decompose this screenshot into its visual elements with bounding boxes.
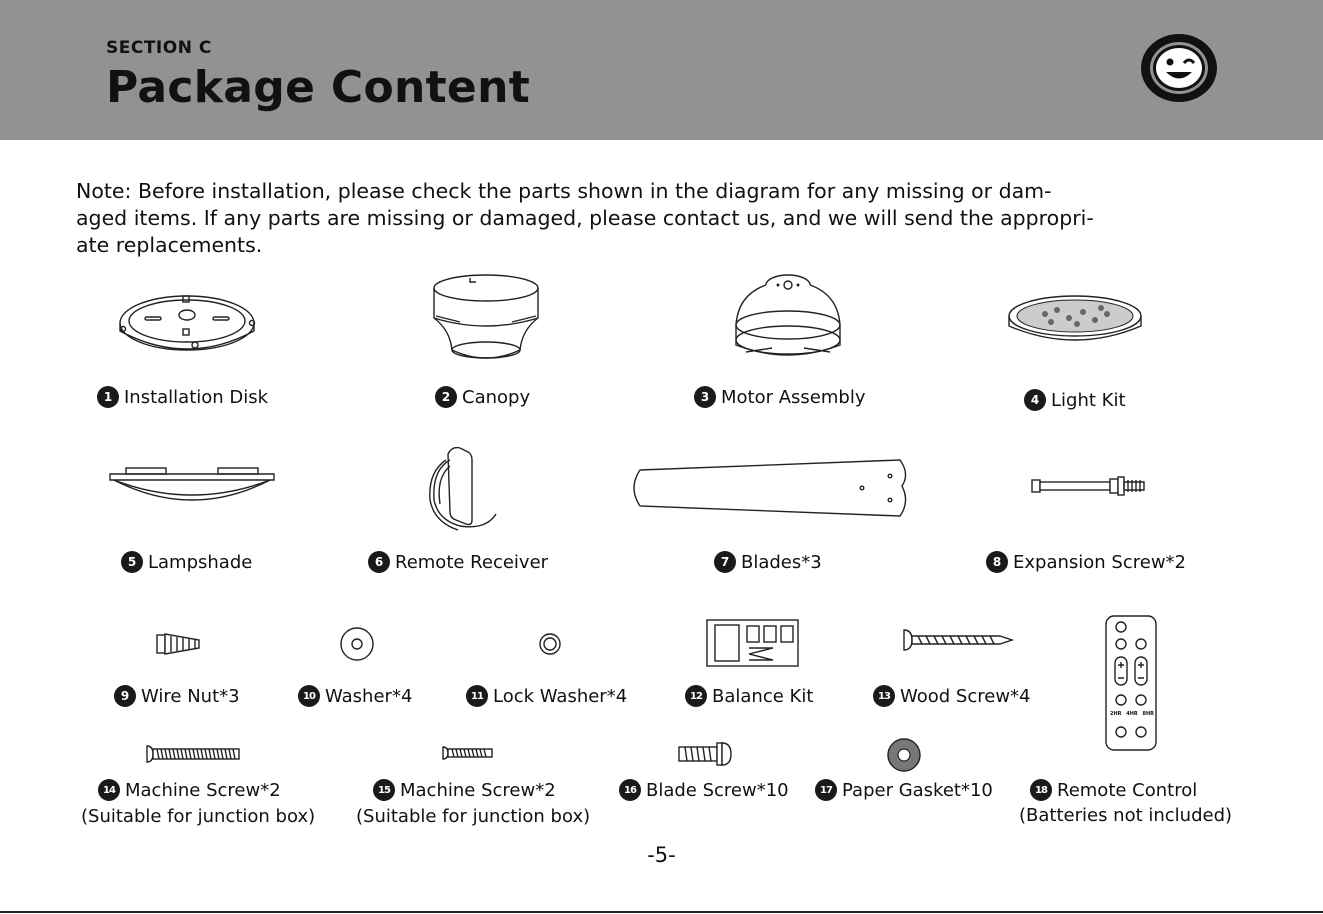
timer-label: 4HR <box>1126 711 1138 717</box>
timer-label: 8HR <box>1142 711 1154 717</box>
timer-label: 2HR <box>1110 711 1122 717</box>
part-name: Canopy <box>462 386 531 408</box>
wire-nut-drawing <box>155 632 205 656</box>
lampshade-drawing <box>106 464 278 510</box>
expansion-screw-drawing <box>1030 474 1148 498</box>
part-label-2 <box>435 386 530 408</box>
part-number-badge: 5 <box>121 551 143 573</box>
part-name: Wire Nut*3 <box>141 685 240 707</box>
part-name: Machine Screw*2 <box>125 779 281 801</box>
lock-washer-drawing <box>537 631 563 657</box>
bottom-rule <box>0 911 1323 913</box>
part-number-badge: 16 <box>619 779 641 801</box>
paper-gasket-drawing <box>886 737 922 773</box>
light-kit-drawing <box>1005 292 1145 354</box>
part-number-badge: 10 <box>298 685 320 707</box>
part-name: Balance Kit <box>712 685 814 707</box>
remote-control-drawing <box>1104 614 1158 752</box>
part-name: Blades*3 <box>741 551 822 573</box>
part-label-18 <box>1030 779 1197 801</box>
part-number-badge: 4 <box>1024 389 1046 411</box>
part-number-badge: 17 <box>815 779 837 801</box>
page-number: -5- <box>647 843 676 867</box>
part-label-10 <box>298 685 412 707</box>
part-number-badge: 3 <box>694 386 716 408</box>
part-name: Washer*4 <box>325 685 413 707</box>
remote-receiver-drawing <box>420 440 510 532</box>
section-label: SECTION C <box>106 38 212 58</box>
remote-timer-labels <box>1110 711 1154 717</box>
part-label-3 <box>694 386 866 408</box>
part-name: Machine Screw*2 <box>400 779 556 801</box>
blade-drawing <box>628 458 910 520</box>
wood-screw-drawing <box>900 627 1015 653</box>
part-number-badge: 1 <box>97 386 119 408</box>
part-number-badge: 15 <box>373 779 395 801</box>
part-number-badge: 18 <box>1030 779 1052 801</box>
part-name: Expansion Screw*2 <box>1013 551 1186 573</box>
note-line: ate replacements. <box>76 233 263 257</box>
part-name: Lock Washer*4 <box>493 685 628 707</box>
header-band <box>0 0 1323 140</box>
note-line: aged items. If any parts are missing or damaged, please contact us, and we will send the appropri- <box>76 206 1094 230</box>
part-name: Motor Assembly <box>721 386 866 408</box>
blade-screw-drawing <box>677 740 733 768</box>
part-number-badge: 2 <box>435 386 457 408</box>
part-note-14: (Suitable for junction box) <box>81 806 316 827</box>
part-number-badge: 11 <box>466 685 488 707</box>
part-note-18: (Batteries not included) <box>1019 805 1233 826</box>
part-name: Blade Screw*10 <box>646 779 789 801</box>
part-label-1 <box>97 386 268 408</box>
balance-kit-drawing <box>705 618 800 668</box>
part-name: Wood Screw*4 <box>900 685 1031 707</box>
note-paragraph <box>76 178 1266 259</box>
part-label-5 <box>121 551 252 573</box>
part-label-13 <box>873 685 1031 707</box>
machine-screw-short-drawing <box>441 745 495 761</box>
part-label-9 <box>114 685 240 707</box>
winking-smiley-icon <box>1140 33 1218 103</box>
part-name: Installation Disk <box>124 386 269 408</box>
machine-screw-long-drawing <box>145 744 241 764</box>
washer-drawing <box>338 625 376 663</box>
part-label-8 <box>986 551 1186 573</box>
part-number-badge: 12 <box>685 685 707 707</box>
part-name: Remote Control <box>1057 779 1198 801</box>
part-label-4 <box>1024 389 1126 411</box>
part-name: Lampshade <box>148 551 253 573</box>
part-number-badge: 7 <box>714 551 736 573</box>
part-number-badge: 9 <box>114 685 136 707</box>
part-label-7 <box>714 551 822 573</box>
installation-disk-drawing <box>115 285 260 360</box>
part-label-17 <box>815 779 993 801</box>
part-number-badge: 6 <box>368 551 390 573</box>
part-label-16 <box>619 779 789 801</box>
part-label-15 <box>373 779 556 801</box>
part-label-11 <box>466 685 627 707</box>
part-label-12 <box>685 685 813 707</box>
part-number-badge: 14 <box>98 779 120 801</box>
motor-assembly-drawing <box>732 270 844 370</box>
part-name: Light Kit <box>1051 389 1126 411</box>
part-label-6 <box>368 551 548 573</box>
part-note-15: (Suitable for junction box) <box>356 806 591 827</box>
part-label-14 <box>98 779 281 801</box>
part-name: Paper Gasket*10 <box>842 779 993 801</box>
part-number-badge: 8 <box>986 551 1008 573</box>
note-line: Note: Before installation, please check the parts shown in the diagram for any missing or dam- <box>76 179 1052 203</box>
part-name: Remote Receiver <box>395 551 549 573</box>
page-title: Package Content <box>106 62 531 113</box>
part-number-badge: 13 <box>873 685 895 707</box>
canopy-drawing <box>430 270 542 370</box>
